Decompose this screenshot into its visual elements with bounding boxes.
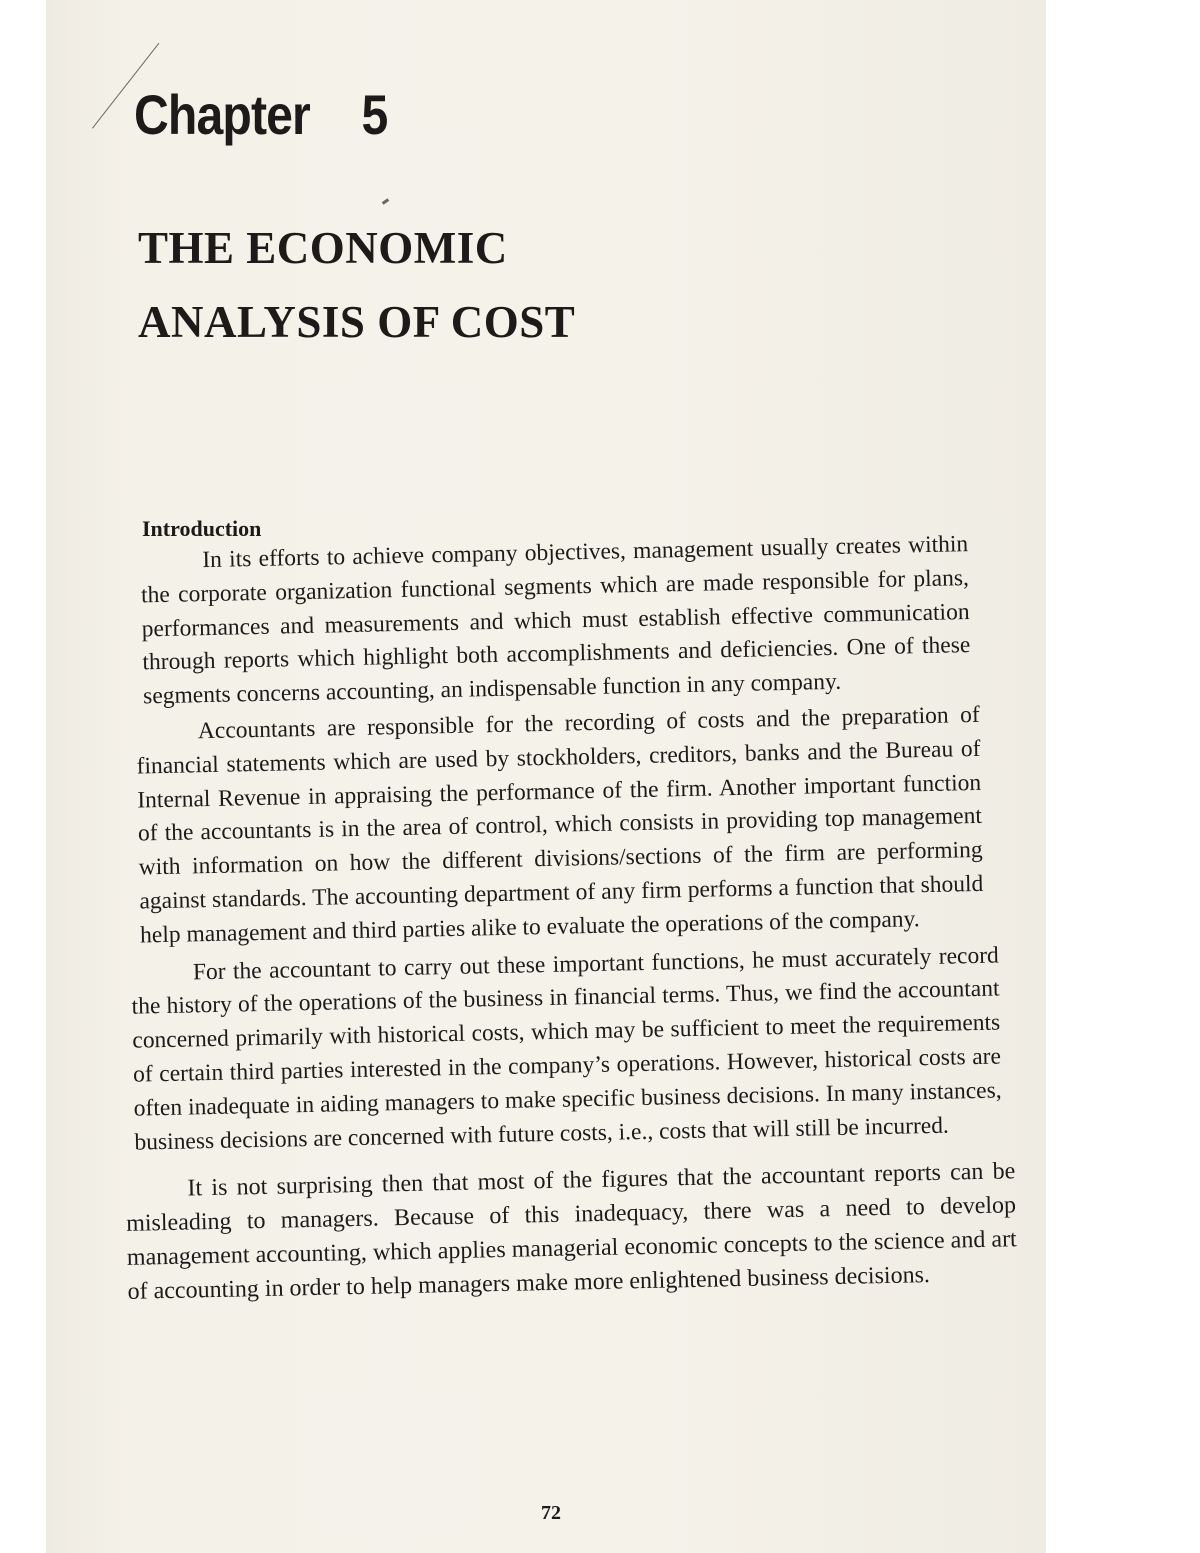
- body-text: [112, 527, 1018, 1309]
- chapter-label: Chapter: [134, 83, 310, 146]
- page-number: 72: [541, 1502, 561, 1524]
- chapter-number: 5: [361, 83, 388, 146]
- chapter-heading: [134, 82, 387, 147]
- chapter-title-line-1: THE ECONOMIC: [138, 223, 508, 273]
- paragraph-3: For the accountant to carry out these important functions, he must accurately record the history of the operations of the business in financial terms. Thus, we find the accountant concerned primarily with historical costs, which may be sufficient to meet the requirements of certain third parties interested in the company’s operations. However, historical costs are often inadequate in aiding managers to make specific business decisions. In many instances, business decisions are concerned with future costs, i.e., costs that will still be incurred.: [131, 942, 1002, 1156]
- section-heading: Introduction: [142, 516, 262, 541]
- paragraph-2: Accountants are responsible for the recording of costs and the preparation of financial statements which are used by stockholders, creditors, banks and the Bureau of Internal Revenue in appraising the performance of the firm. Another important function of the accountants is in the area of control, which consists in providing top management with information on how the different divisions/sections of the firm are performing against standards. The accounting department of any firm performs a function that should help management and third parties alike to evaluate the operations of the company.: [136, 701, 984, 949]
- chapter-title-line-2: ANALYSIS OF COST: [138, 297, 576, 347]
- paragraph-4: It is not surprising then that most of the figures that the accountant reports can be misleading to managers. Because of this inadequacy, there was a need to develop management accounting, which applies managerial economic concepts to the science and art of accounting in order to help managers make more enlightened business decisions.: [125, 1158, 1017, 1305]
- paragraph-1: In its efforts to achieve company objectives, management usually creates within the corporate organization functional segments which are made responsible for plans, performances and measurements and which must establish effective communication through reports which highlight both accomplishments and deficiencies. One of these segments concerns accounting, an indispensable function in any company.: [140, 531, 971, 710]
- pencil-dot-mark: [382, 198, 389, 204]
